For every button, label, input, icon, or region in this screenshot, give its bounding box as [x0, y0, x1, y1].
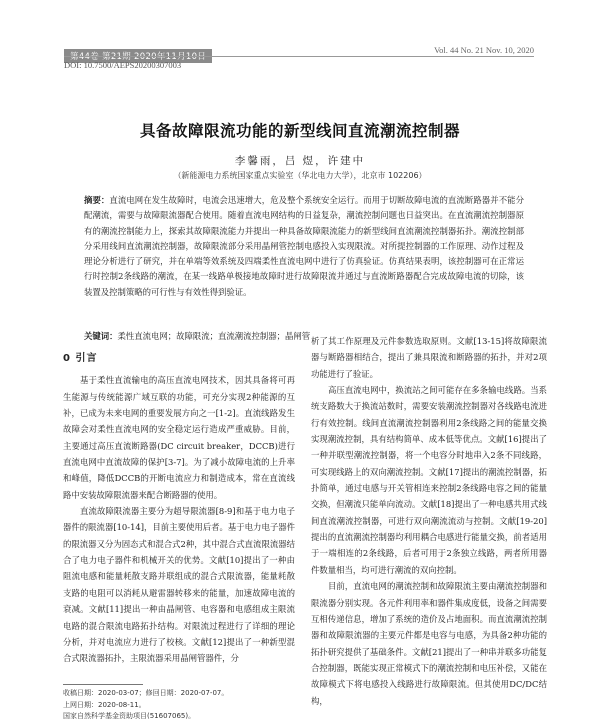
footnote-funding: 国家自然科学基金资助项目(51607065)。	[63, 712, 196, 720]
abstract-text: 直流电网在发生故障时，电流会迅速增大，危及整个系统安全运行。而用于切断故障电流的直流断路器并不能分配潮流，需要与故障限流器配合使用。随着直流电网结构的日益复杂，潮流控制问题也日益突出。在直流潮流控制器原有的潮流控制能力上，探索其故障限流能力并提出一种具备故障限流能力的新型线间直流潮流控制器拓扑。潮流控制部分采用线间直流潮流控制器，故障限流部分采用晶闸管控制电感投入实现限流。对所提控制器的工作原理、动作过程及理论分析进行了研究，并在单端等效系统及四端柔性直流电网中进行了仿真验证。仿真结果表明，该控制器可在正常运行时控制2条线路的潮流，在某一线路单极接地故障时进行故障限流并通过与直流断路器配合完成故障电流的切除，该装置及控制策略的可行性与有效性得到验证。	[84, 195, 524, 297]
volume-info: Vol. 44 No. 21 Nov. 10, 2020	[434, 45, 534, 55]
keywords-text: 柔性直流电网；故障限流；直流潮流控制器；晶闸管	[117, 331, 311, 341]
footnote-received: 收稿日期：2020-03-07；修回日期：2020-07-07。	[63, 689, 229, 697]
section-heading-intro: 0 引言	[63, 353, 98, 364]
header-rule	[64, 56, 534, 57]
authors: 李馨雨，吕 煜，许建中	[234, 155, 366, 167]
abstract	[84, 193, 524, 300]
abstract-label: 摘要：	[84, 195, 110, 205]
intro-paragraph: 直流故障限流器主要分为超导限流器[8-9]和基于电力电子器件的限流器[10-14]，目前主要使用后者。基于电力电子器件的限流器又分为固态式和混合式2种，其中混合式直流限流器结合了电力电子器件和机械开关的优势。文献[10]提出了一种由阻流电感和能量耗散支路并联组成的混合式限流器，能量耗散支路的电阻可以消耗从避雷器转移来的能量，加速故障电流的衰减。文献[11]提出一种由晶闸管、电容器和电感组成主限流电路的混合限流电路拓扑结构。对限流过程进行了详细的理论分析，并对电流应力进行了校核。文献[12]提出了一种新型混合式限流器拓扑，主限流器采用晶闸管器件，分	[63, 506, 295, 664]
journal-tag-text: 第44卷 第21期 2020年11月10日	[64, 49, 212, 63]
intro-paragraph: 基于柔性直流输电的高压直流电网技术，因其具备将可再生能源与传统能源广域互联的功能，可充分实现2种能源的互补，已成为未来电网的重要发展方向之一[1-2]。直流线路发生故障会对柔性直流电网的安全稳定运行造成严重威胁。目前，主要通过高压直流断路器(DC circuit breaker，DCCB)进行直流电网中直流故障的保护[3-7]。为了减小故障电流的上升率和峰值，降低DCCB的开断电流应力和制造成本，常在直流线路中安装故障限流器来配合断路器的使用。	[63, 375, 295, 500]
doi: DOI: 10.7500/AEPS20200307003	[64, 60, 182, 70]
body-paragraph: 析了其工作原理及元件参数选取原则。文献[13-15]将故障限流器与断路器相结合，提出了兼具限流和断路器的拓扑，并对2项功能进行了验证。	[311, 336, 547, 379]
footnote-rule	[63, 684, 143, 685]
footnotes	[63, 688, 295, 723]
right-column	[311, 333, 547, 709]
footnote-online: 上网日期：2020-08-11。	[63, 700, 146, 709]
paper-title: 具备故障限流功能的新型线间直流潮流控制器	[139, 122, 460, 140]
body-paragraph: 高压直流电网中，换流站之间可能存在多条输电线路。当系统支路数大于换流站数时，需要安装潮流控制器对各线路电流进行有效控制。线间直流潮流控制器利用2条线路之间的能量交换实现潮流控制，具有结构简单、成本低等优点。文献[16]提出了一种并联型潮流控制器，将一个电容分时地串入2条不同线路，可实现线路上的双向潮流控制。文献[17]提出的潮流控制器，拓扑简单，通过电感与开关管相连来控制2条线路电容之间的能量交换，但潮流只能单向流动。文献[18]提出了一种电感共用式线间直流潮流控制器，可进行双向潮流流动与控制。文献[19-20]提出的直流潮流控制器均利用耦合电感进行能量交换，前者适用于一端相连的2条线路，后者可用于2条独立线路，两者所用器件数量相当，均可进行潮流的双向控制。	[311, 385, 547, 575]
affiliation: （新能源电力系统国家重点实验室（华北电力大学），北京市 102206）	[173, 171, 427, 180]
body-paragraph: 目前，直流电网的潮流控制和故障限流主要由潮流控制器和限流器分别实现。各元件利用率和器件集成度低，设备之间需要互相传递信息，增加了系统的造价及占地面积。而直流潮流控制器和故障限流器的主要元件都是电容与电感，为具备2种功能的拓扑研究提供了基础条件。文献[21]提出了一种串并联多功能复合控制器，既能实现正常模式下的潮流控制和电压补偿，又能在故障模式下将电感投入线路进行故障限流。但其使用DC/DC结构，	[311, 581, 547, 706]
left-column	[63, 351, 295, 667]
keywords-label: 关键词：	[84, 331, 118, 341]
